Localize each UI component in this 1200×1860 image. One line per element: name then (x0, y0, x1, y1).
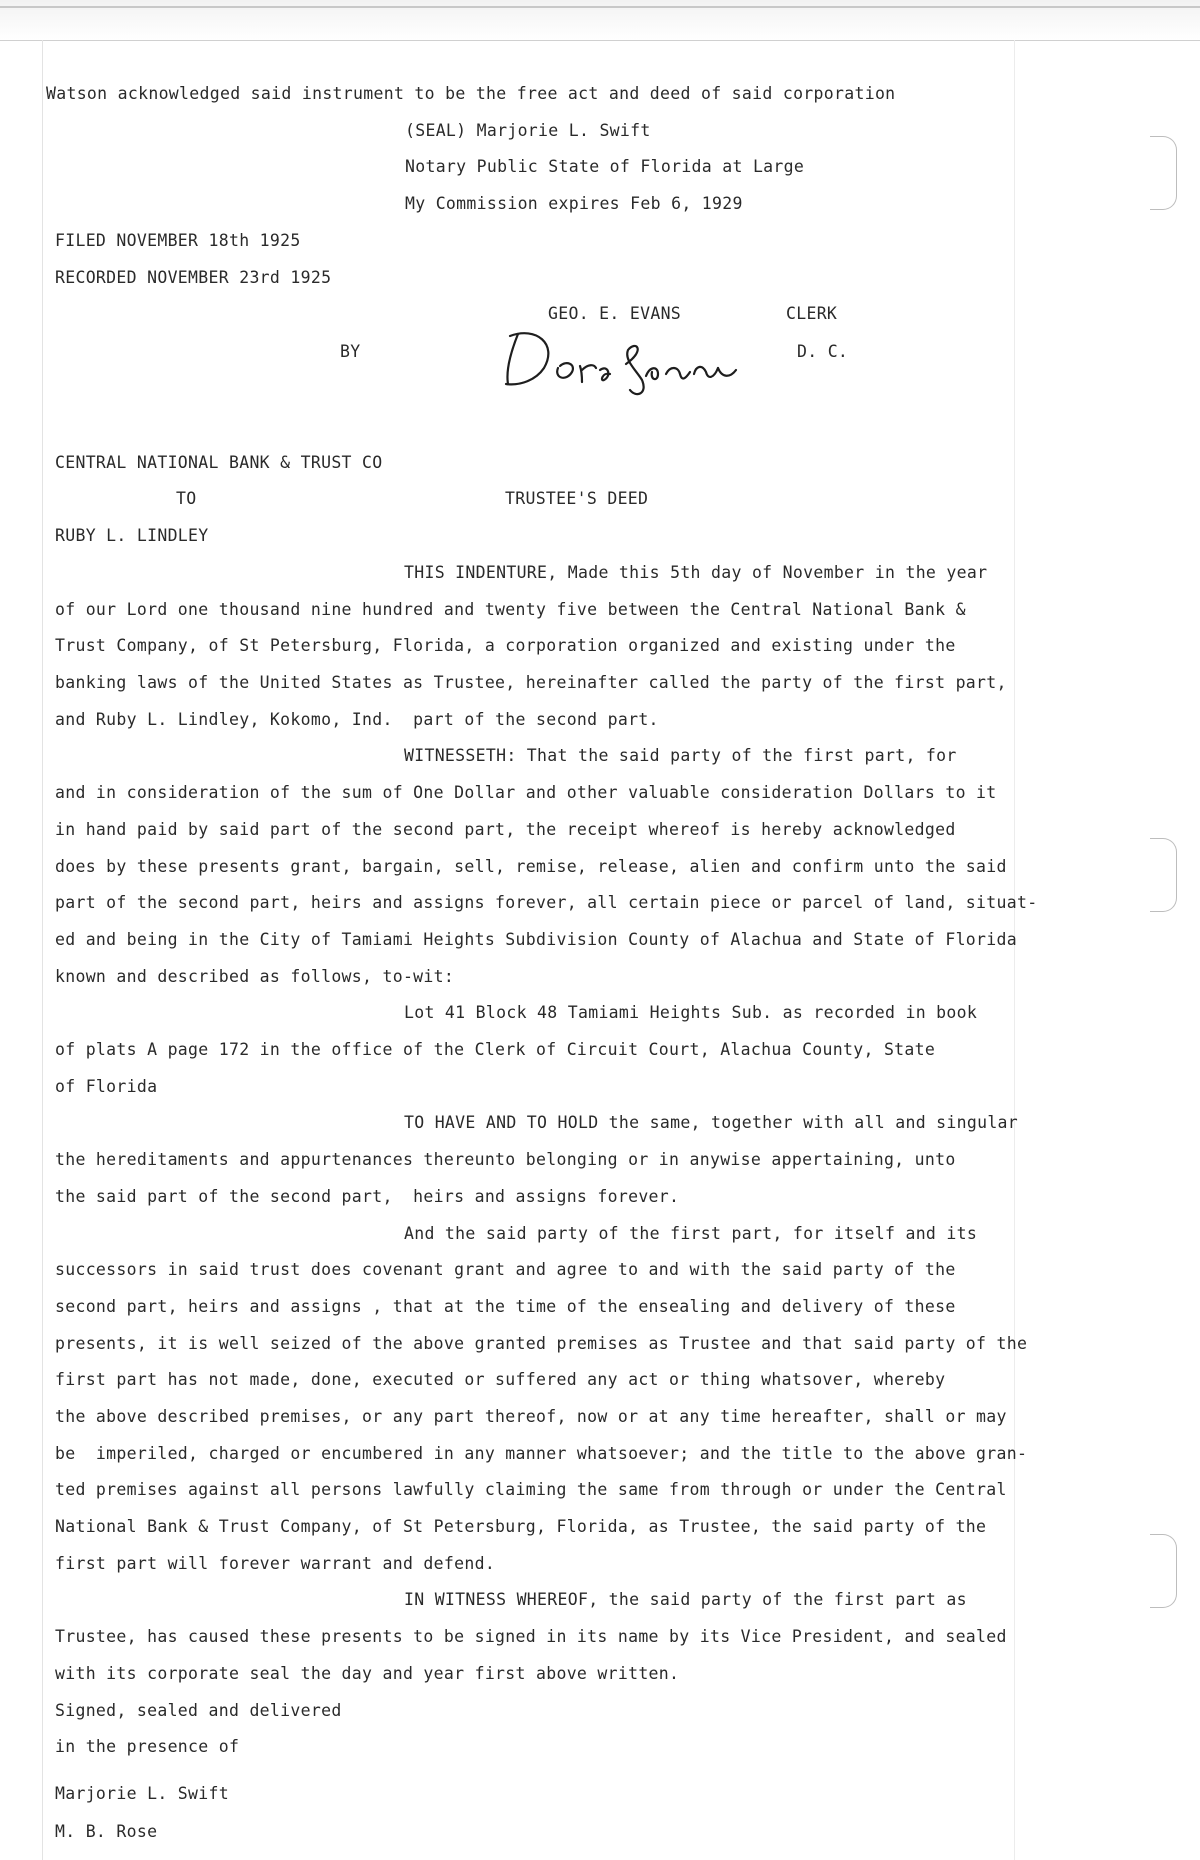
body-line: in hand paid by said part of the second part, the receipt whereof is hereby acknowledged (55, 820, 956, 839)
body-line: of plats A page 172 in the office of the Clerk of Circuit Court, Alachua County, State (55, 1040, 936, 1059)
body-line: known and described as follows, to-wit: (55, 967, 455, 986)
filed-date: FILED NOVEMBER 18th 1925 (55, 231, 301, 250)
body-line: Lot 41 Block 48 Tamiami Heights Sub. as recorded in book (404, 1003, 978, 1022)
handwritten-signature (496, 320, 746, 400)
body-line: And the said party of the first part, for itself and its (404, 1224, 978, 1243)
witness-name: Marjorie L. Swift (55, 1784, 229, 1803)
witness-name: M. B. Rose (55, 1822, 158, 1841)
body-line: ted premises against all persons lawfully claiming the same from through or under the Central (55, 1480, 1007, 1499)
body-line: IN WITNESS WHEREOF, the said party of the first part as (404, 1590, 967, 1609)
body-line: presents, it is well seized of the above granted premises as Trustee and that said party of the (55, 1334, 1028, 1353)
binder-hole (1150, 136, 1177, 210)
grantor-name: CENTRAL NATIONAL BANK & TRUST CO (55, 453, 383, 472)
notary-acknowledgment-line: Watson acknowledged said instrument to be the free act and deed of said corporation (46, 84, 896, 103)
body-line: the hereditaments and appurtenances thereunto belonging or in anywise appertaining, unto (55, 1150, 956, 1169)
right-margin-line (1014, 40, 1015, 1860)
body-line: National Bank & Trust Company, of St Petersburg, Florida, as Trustee, the said party of the (55, 1517, 987, 1536)
body-line: with its corporate seal the day and year first above written. (55, 1664, 680, 1683)
body-line: successors in said trust does covenant grant and agree to and with the said party of the (55, 1260, 956, 1279)
document-type: TRUSTEE'S DEED (505, 489, 649, 508)
page-top-border (0, 0, 1200, 41)
body-line: banking laws of the United States as Trustee, hereinafter called the party of the first part, (55, 673, 1007, 692)
clerk-name: GEO. E. EVANS (548, 304, 682, 323)
caption-to: TO (176, 489, 197, 508)
notary-seal-line: (SEAL) Marjorie L. Swift (405, 121, 651, 140)
by-label: BY (340, 342, 361, 361)
body-line: second part, heirs and assigns , that at the time of the ensealing and delivery of these (55, 1297, 956, 1316)
binder-hole (1150, 838, 1177, 912)
body-line: WITNESSETH: That the said party of the first part, for (404, 746, 957, 765)
binder-hole (1150, 1534, 1177, 1608)
deputy-clerk-label: D. C. (797, 342, 849, 361)
body-line: of our Lord one thousand nine hundred and twenty five between the Central National Bank & (55, 600, 966, 619)
recorded-date: RECORDED NOVEMBER 23rd 1925 (55, 268, 332, 287)
body-line: part of the second part, heirs and assigns forever, all certain piece or parcel of land, situat- (55, 893, 1038, 912)
body-line: Trust Company, of St Petersburg, Florida, a corporation organized and existing under the (55, 636, 956, 655)
body-line: of Florida (55, 1077, 158, 1096)
body-line: Trustee, has caused these presents to be signed in its name by its Vice President, and sealed (55, 1627, 1007, 1646)
body-line: Signed, sealed and delivered (55, 1701, 342, 1720)
body-line: does by these presents grant, bargain, sell, remise, release, alien and confirm unto the said (55, 857, 1007, 876)
body-line: the said part of the second part, heirs and assigns forever. (55, 1187, 680, 1206)
notary-title-line: Notary Public State of Florida at Large (405, 157, 805, 176)
body-line: in the presence of (55, 1737, 240, 1756)
grantee-name: RUBY L. LINDLEY (55, 526, 209, 545)
body-line: be imperiled, charged or encumbered in any manner whatsoever; and the title to the above gran- (55, 1444, 1028, 1463)
body-line: the above described premises, or any part thereof, now or at any time hereafter, shall or may (55, 1407, 1007, 1426)
left-margin-line (42, 40, 43, 1860)
clerk-title: CLERK (786, 304, 838, 323)
body-line: ed and being in the City of Tamiami Heights Subdivision County of Alachua and State of Florida (55, 930, 1017, 949)
body-line: and Ruby L. Lindley, Kokomo, Ind. part of the second part. (55, 710, 659, 729)
body-line: TO HAVE AND TO HOLD the same, together with all and singular (404, 1113, 1019, 1132)
notary-commission-line: My Commission expires Feb 6, 1929 (405, 194, 743, 213)
body-line: first part will forever warrant and defend. (55, 1554, 496, 1573)
body-line: THIS INDENTURE, Made this 5th day of November in the year (404, 563, 988, 582)
body-line: and in consideration of the sum of One Dollar and other valuable consideration Dollars to it (55, 783, 997, 802)
body-line: first part has not made, done, executed or suffered any act or thing whatsover, whereby (55, 1370, 946, 1389)
